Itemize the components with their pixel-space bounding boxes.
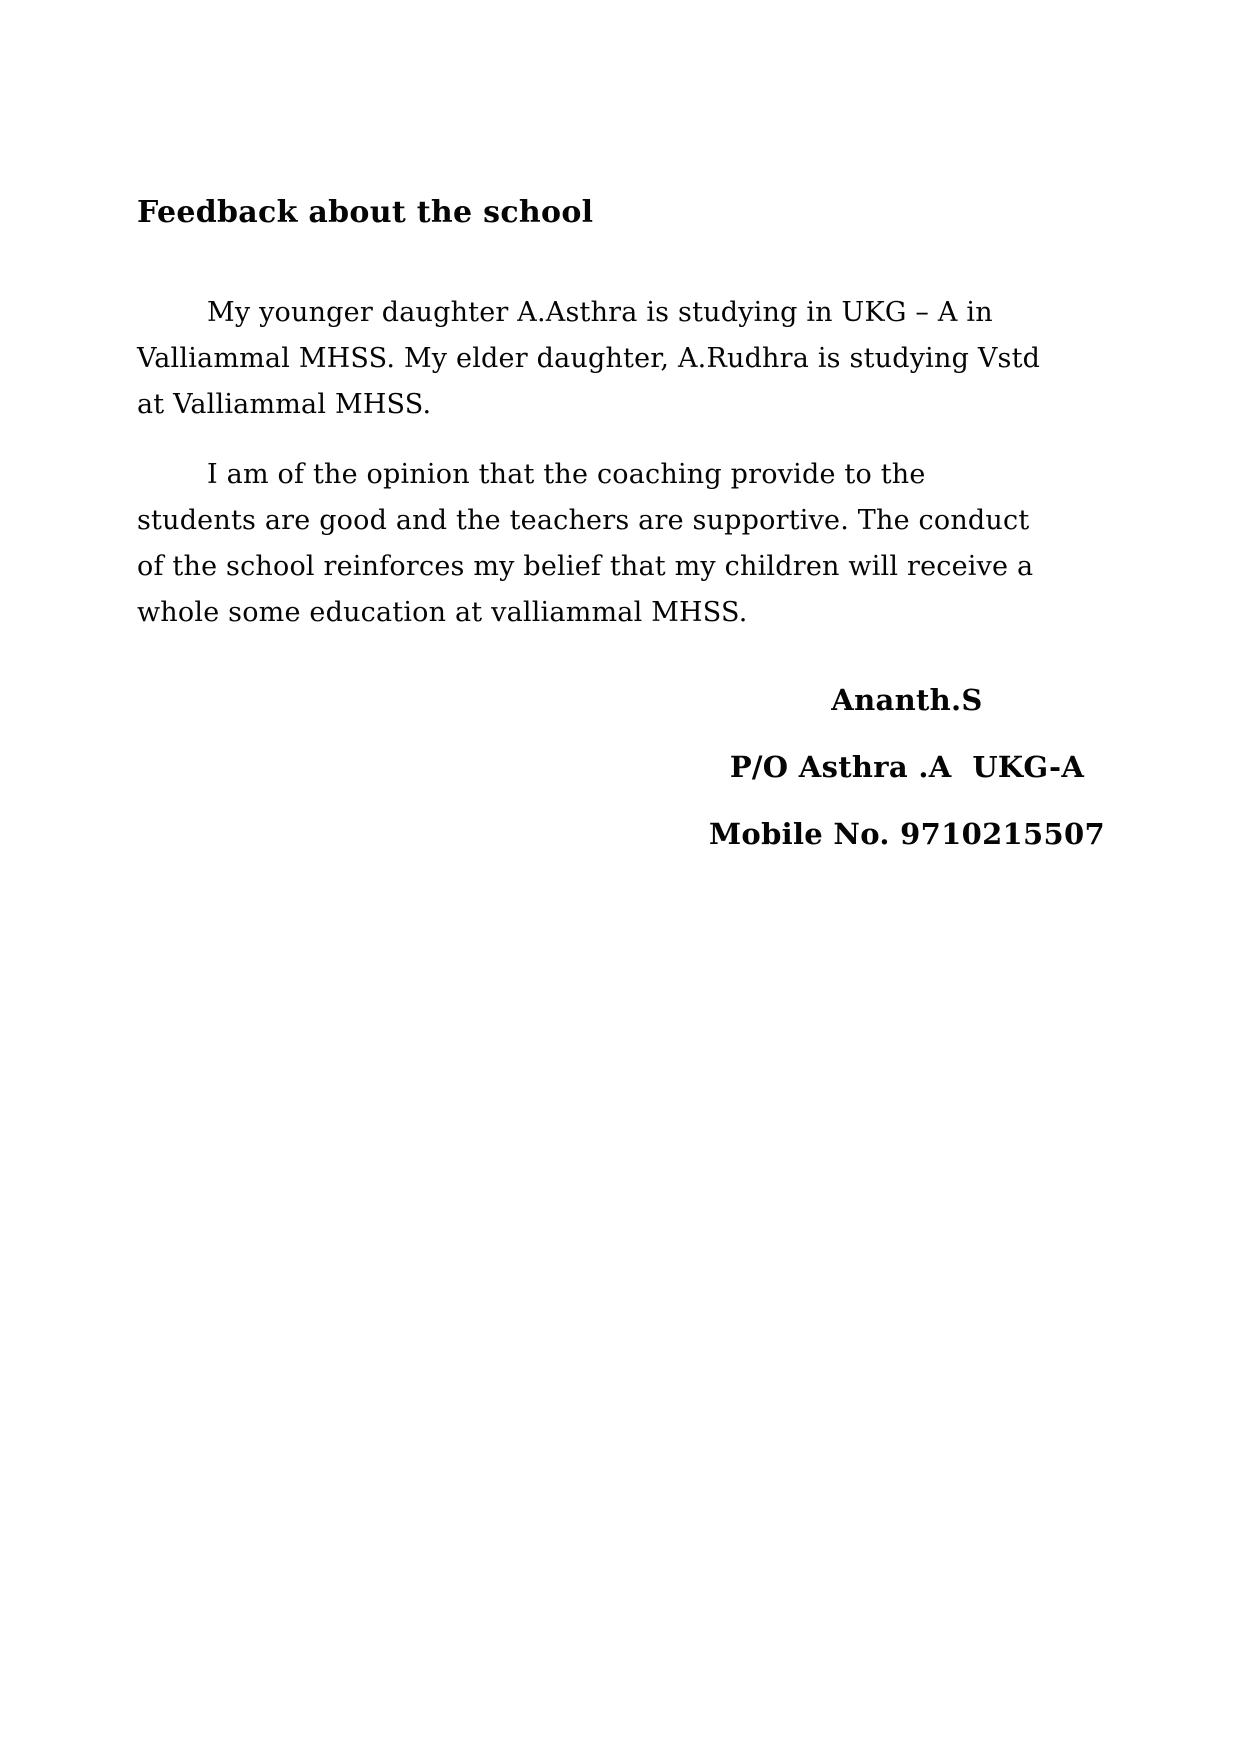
paragraph-1 [137,290,1112,428]
text-line: whole some education at valliammal MHSS. [137,597,748,628]
paragraph-2 [137,452,1112,636]
text-line: students are good and the teachers are supportive. The conduct [137,505,1030,536]
text-line: Valliammal MHSS. My elder daughter, A.Rudhra is studying Vstd [137,343,1041,374]
signature-relation: P/O Asthra .A UKG-A [729,750,1085,784]
document-heading: Feedback about the school [137,195,594,230]
text-line: at Valliammal MHSS. [137,389,432,420]
text-line: My younger daughter A.Asthra is studying in UKG – A in [207,297,993,328]
signature-mobile: Mobile No. 9710215507 [709,817,1105,851]
document-content [137,196,1112,881]
text-line: I am of the opinion that the coaching provide to the [207,459,926,490]
signature-name: Ananth.S [831,683,983,717]
signature-block [692,680,1122,854]
text-line: of the school reinforces my belief that my children will receive a [137,551,1034,582]
